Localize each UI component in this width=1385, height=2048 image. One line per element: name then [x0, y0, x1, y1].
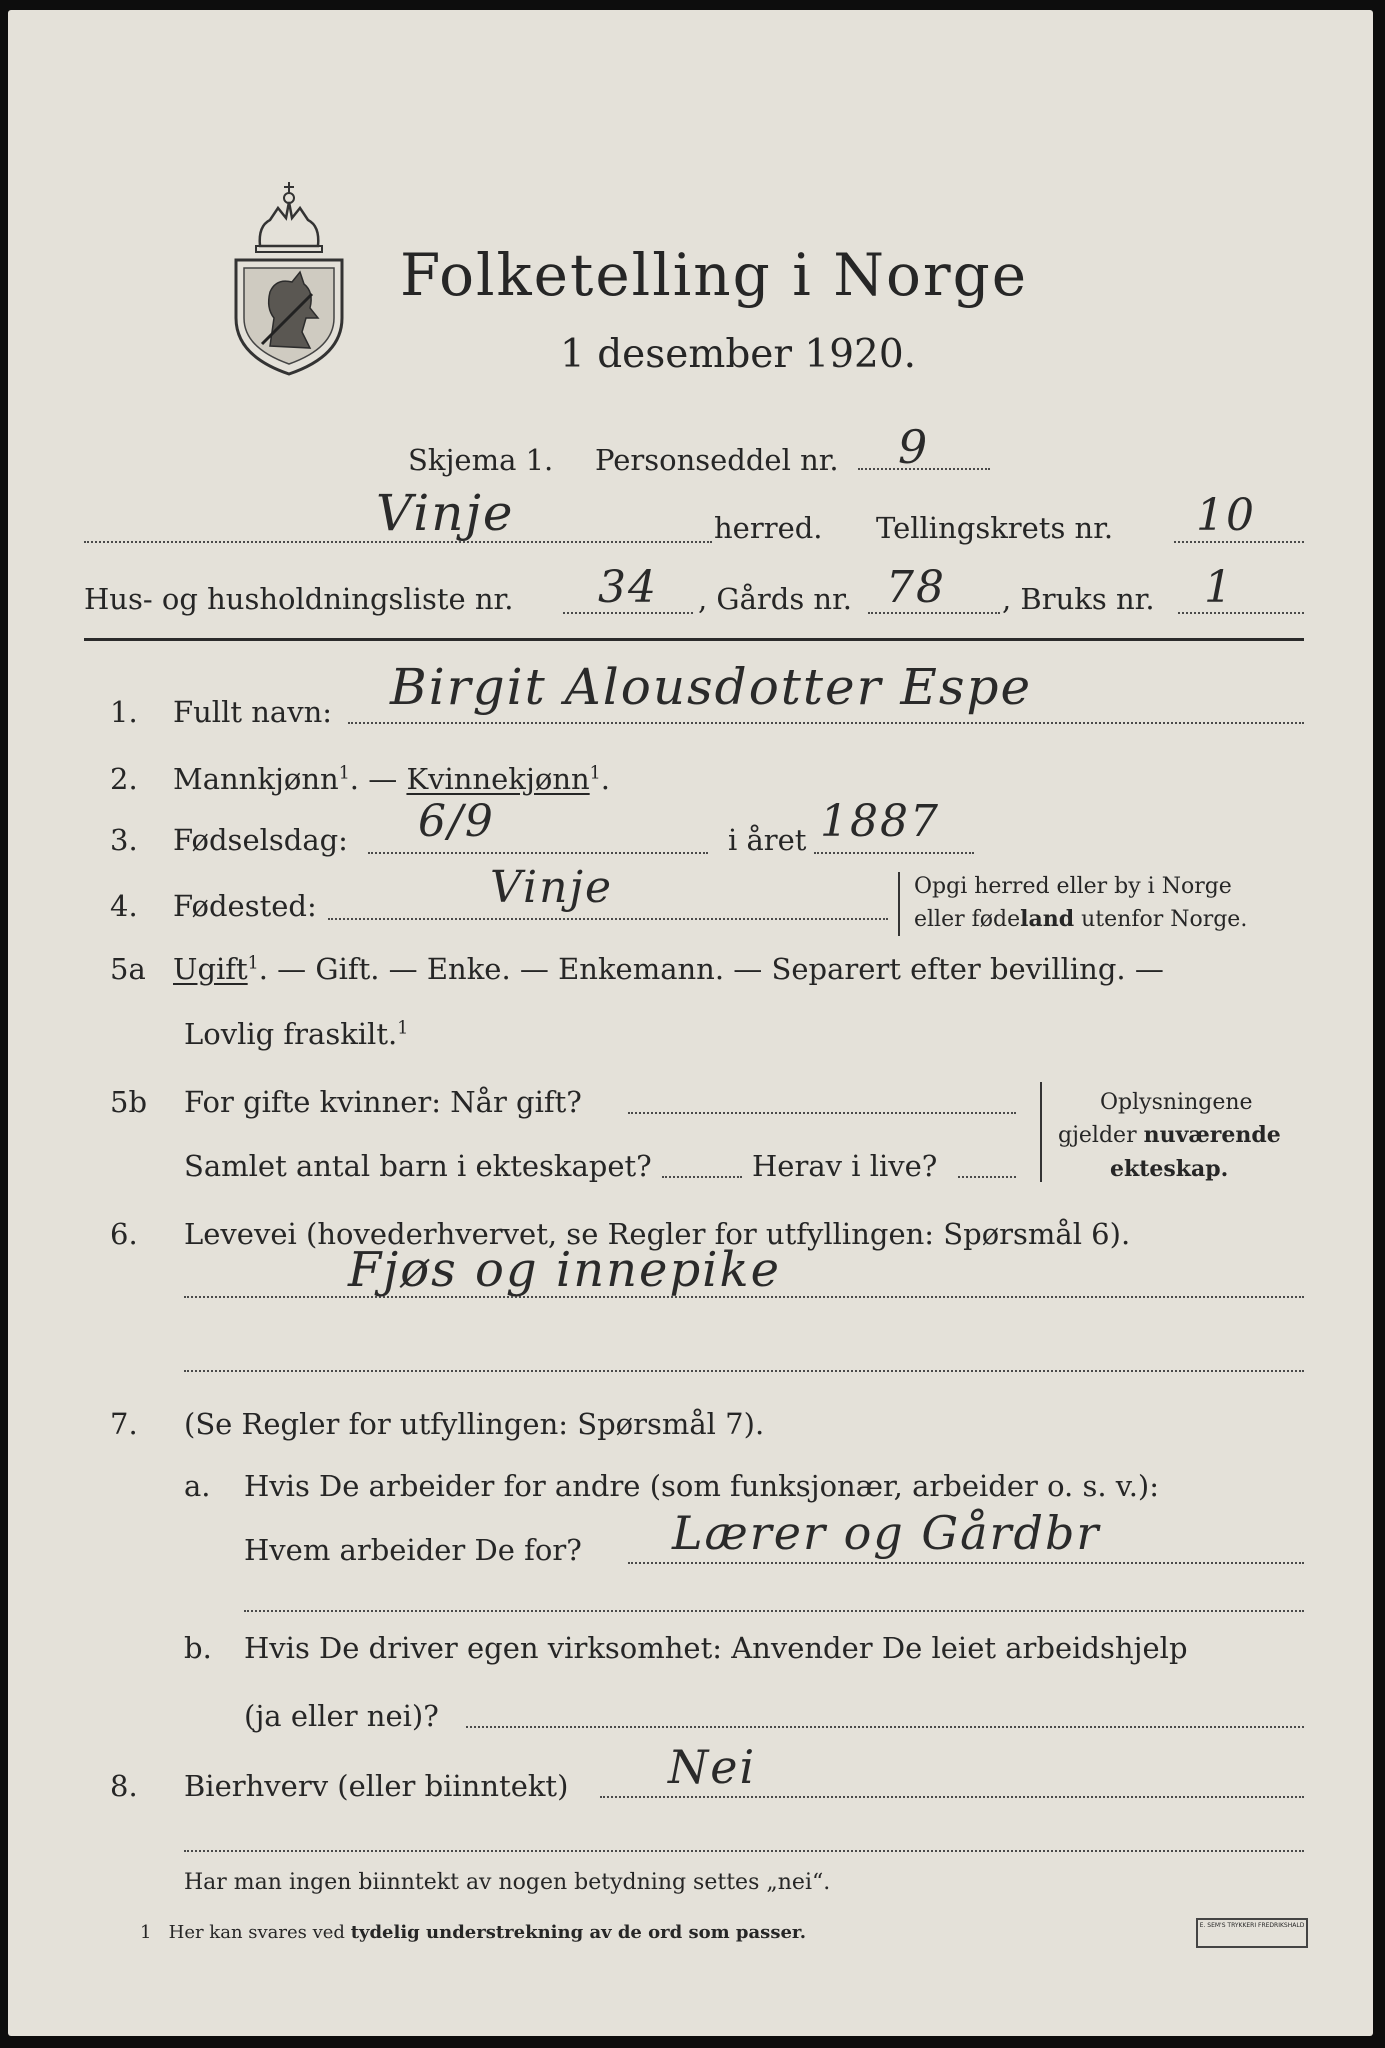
bruks-value: 1: [1204, 562, 1234, 613]
herred-label: herred.: [714, 511, 823, 545]
q8-line: [600, 1796, 1304, 1798]
q3-year-label: i året: [728, 823, 807, 857]
q4-note-line2: eller fødeland utenfor Norge.: [914, 906, 1248, 932]
q5b-herav-label: Herav i live?: [752, 1149, 938, 1183]
form-subtitle: 1 desember 1920.: [560, 332, 917, 377]
q5b-note-line2: gjelder nuværende: [1058, 1122, 1281, 1148]
q8-label: Bierhverv (eller biinntekt): [184, 1769, 569, 1803]
q7a-line1: Hvis De arbeider for andre (som funksjonær, arbeider o. s. v.):: [244, 1469, 1160, 1503]
q4-note-brace: [898, 872, 900, 936]
q7a-employer-value: Lærer og Gårdbr: [672, 1506, 1101, 1560]
q5a-marital-options: Ugift$^1$. — Gift. — Enke. — Enkemann. — Separert efter bevilling. —: [173, 952, 1164, 986]
q6-label: Levevei (hovederhvervet, se Regler for utfyllingen: Spørsmål 6).: [184, 1217, 1131, 1251]
tellingskrets-value: 10: [1196, 490, 1256, 541]
q4-label: Fødested:: [173, 889, 317, 923]
q1-line: [348, 722, 1304, 724]
norway-coat-of-arms-icon: [230, 168, 348, 378]
husholdningsliste-value: 34: [598, 562, 658, 613]
census-form-page: [8, 10, 1373, 2036]
q4-line: [328, 918, 888, 920]
tellingskrets-label: Tellingskrets nr.: [876, 511, 1114, 545]
personseddel-label: Personseddel nr.: [595, 443, 839, 477]
gards-label: , Gårds nr.: [698, 582, 852, 616]
q8-side-income-value: Nei: [668, 1740, 757, 1794]
q7-number: 7.: [110, 1407, 138, 1441]
gards-value: 78: [886, 562, 946, 613]
q4-number: 4.: [110, 889, 138, 923]
q5b-number: 5b: [110, 1085, 148, 1119]
q7a-line-extra: [244, 1610, 1304, 1612]
q8-line2: [184, 1850, 1304, 1852]
q5a-line2: Lovlig fraskilt.$^1$: [184, 1017, 409, 1051]
q6-number: 6.: [110, 1217, 138, 1251]
q3-year-line: [814, 852, 974, 854]
tellingskrets-line: [1174, 541, 1304, 543]
q7a-line: [628, 1562, 1304, 1564]
q7a-line2: Hvem arbeider De for?: [244, 1533, 582, 1567]
skjema-label: Skjema 1.: [408, 443, 554, 477]
q5b-note-brace: [1040, 1082, 1042, 1182]
q7-label: (Se Regler for utfyllingen: Spørsmål 7).: [184, 1407, 765, 1441]
q7b-line1: Hvis De driver egen virksomhet: Anvender De leiet arbeidshjelp: [244, 1631, 1188, 1665]
q1-label: Fullt navn:: [173, 695, 333, 729]
q7b-letter: b.: [184, 1631, 212, 1665]
header-divider: [84, 638, 1304, 641]
herred-value: Vinje: [376, 484, 515, 542]
q7b-line2: (ja eller nei)?: [244, 1699, 439, 1733]
form-title: Folketelling i Norge: [400, 241, 1029, 309]
bruks-line: [1178, 612, 1304, 614]
q3-number: 3.: [110, 823, 138, 857]
q2-female-underlined: Kvinnekjønn: [406, 762, 590, 796]
q3-year-value: 1887: [820, 796, 940, 847]
q5a-number: 5a: [110, 952, 146, 986]
q5b-line1-dots: [628, 1112, 1016, 1114]
q8-number: 8.: [110, 1769, 138, 1803]
q5b-note-line3: ekteskap.: [1110, 1156, 1229, 1182]
printer-stamp: E. SEM'S TRYKKERI FREDRIKSHALD: [1196, 1918, 1308, 1948]
q1-fullname-value: Birgit Alousdotter Espe: [390, 658, 1033, 716]
husholdningsliste-label: Hus- og husholdningsliste nr.: [84, 582, 514, 616]
q5b-line2-dots: [662, 1176, 742, 1178]
q4-note-line1: Opgi herred eller by i Norge: [914, 874, 1232, 899]
q7b-line: [466, 1726, 1304, 1728]
q2-number: 2.: [110, 762, 138, 796]
q5b-line2: Samlet antal barn i ekteskapet?: [184, 1149, 652, 1183]
q2-gender-options: Mannkjønn$^1$. — Kvinnekjønn$^1$.: [173, 762, 610, 796]
personseddel-value: 9: [898, 420, 930, 474]
q3-label: Fødselsdag:: [173, 823, 348, 857]
q5a-ugift-underlined: Ugift: [173, 952, 248, 986]
q6-line2: [184, 1370, 1304, 1372]
bruks-label: , Bruks nr.: [1002, 582, 1155, 616]
footnote: 1 Her kan svares ved tydelig understrekning av de ord som passer.: [140, 1922, 806, 1943]
q1-number: 1.: [110, 695, 138, 729]
q5b-herav-dots: [958, 1176, 1016, 1178]
q4-birthplace-value: Vinje: [490, 862, 614, 913]
q6-occupation-value: Fjøs og innepike: [348, 1242, 782, 1298]
q5b-line1: For gifte kvinner: Når gift?: [184, 1085, 582, 1119]
q3-line: [368, 852, 708, 854]
q7a-letter: a.: [184, 1469, 211, 1503]
q3-birthday-value: 6/9: [418, 796, 495, 847]
q5b-note-line1: Oplysningene: [1100, 1090, 1253, 1115]
footer-note: Har man ingen biinntekt av nogen betydning settes „nei“.: [184, 1870, 831, 1895]
